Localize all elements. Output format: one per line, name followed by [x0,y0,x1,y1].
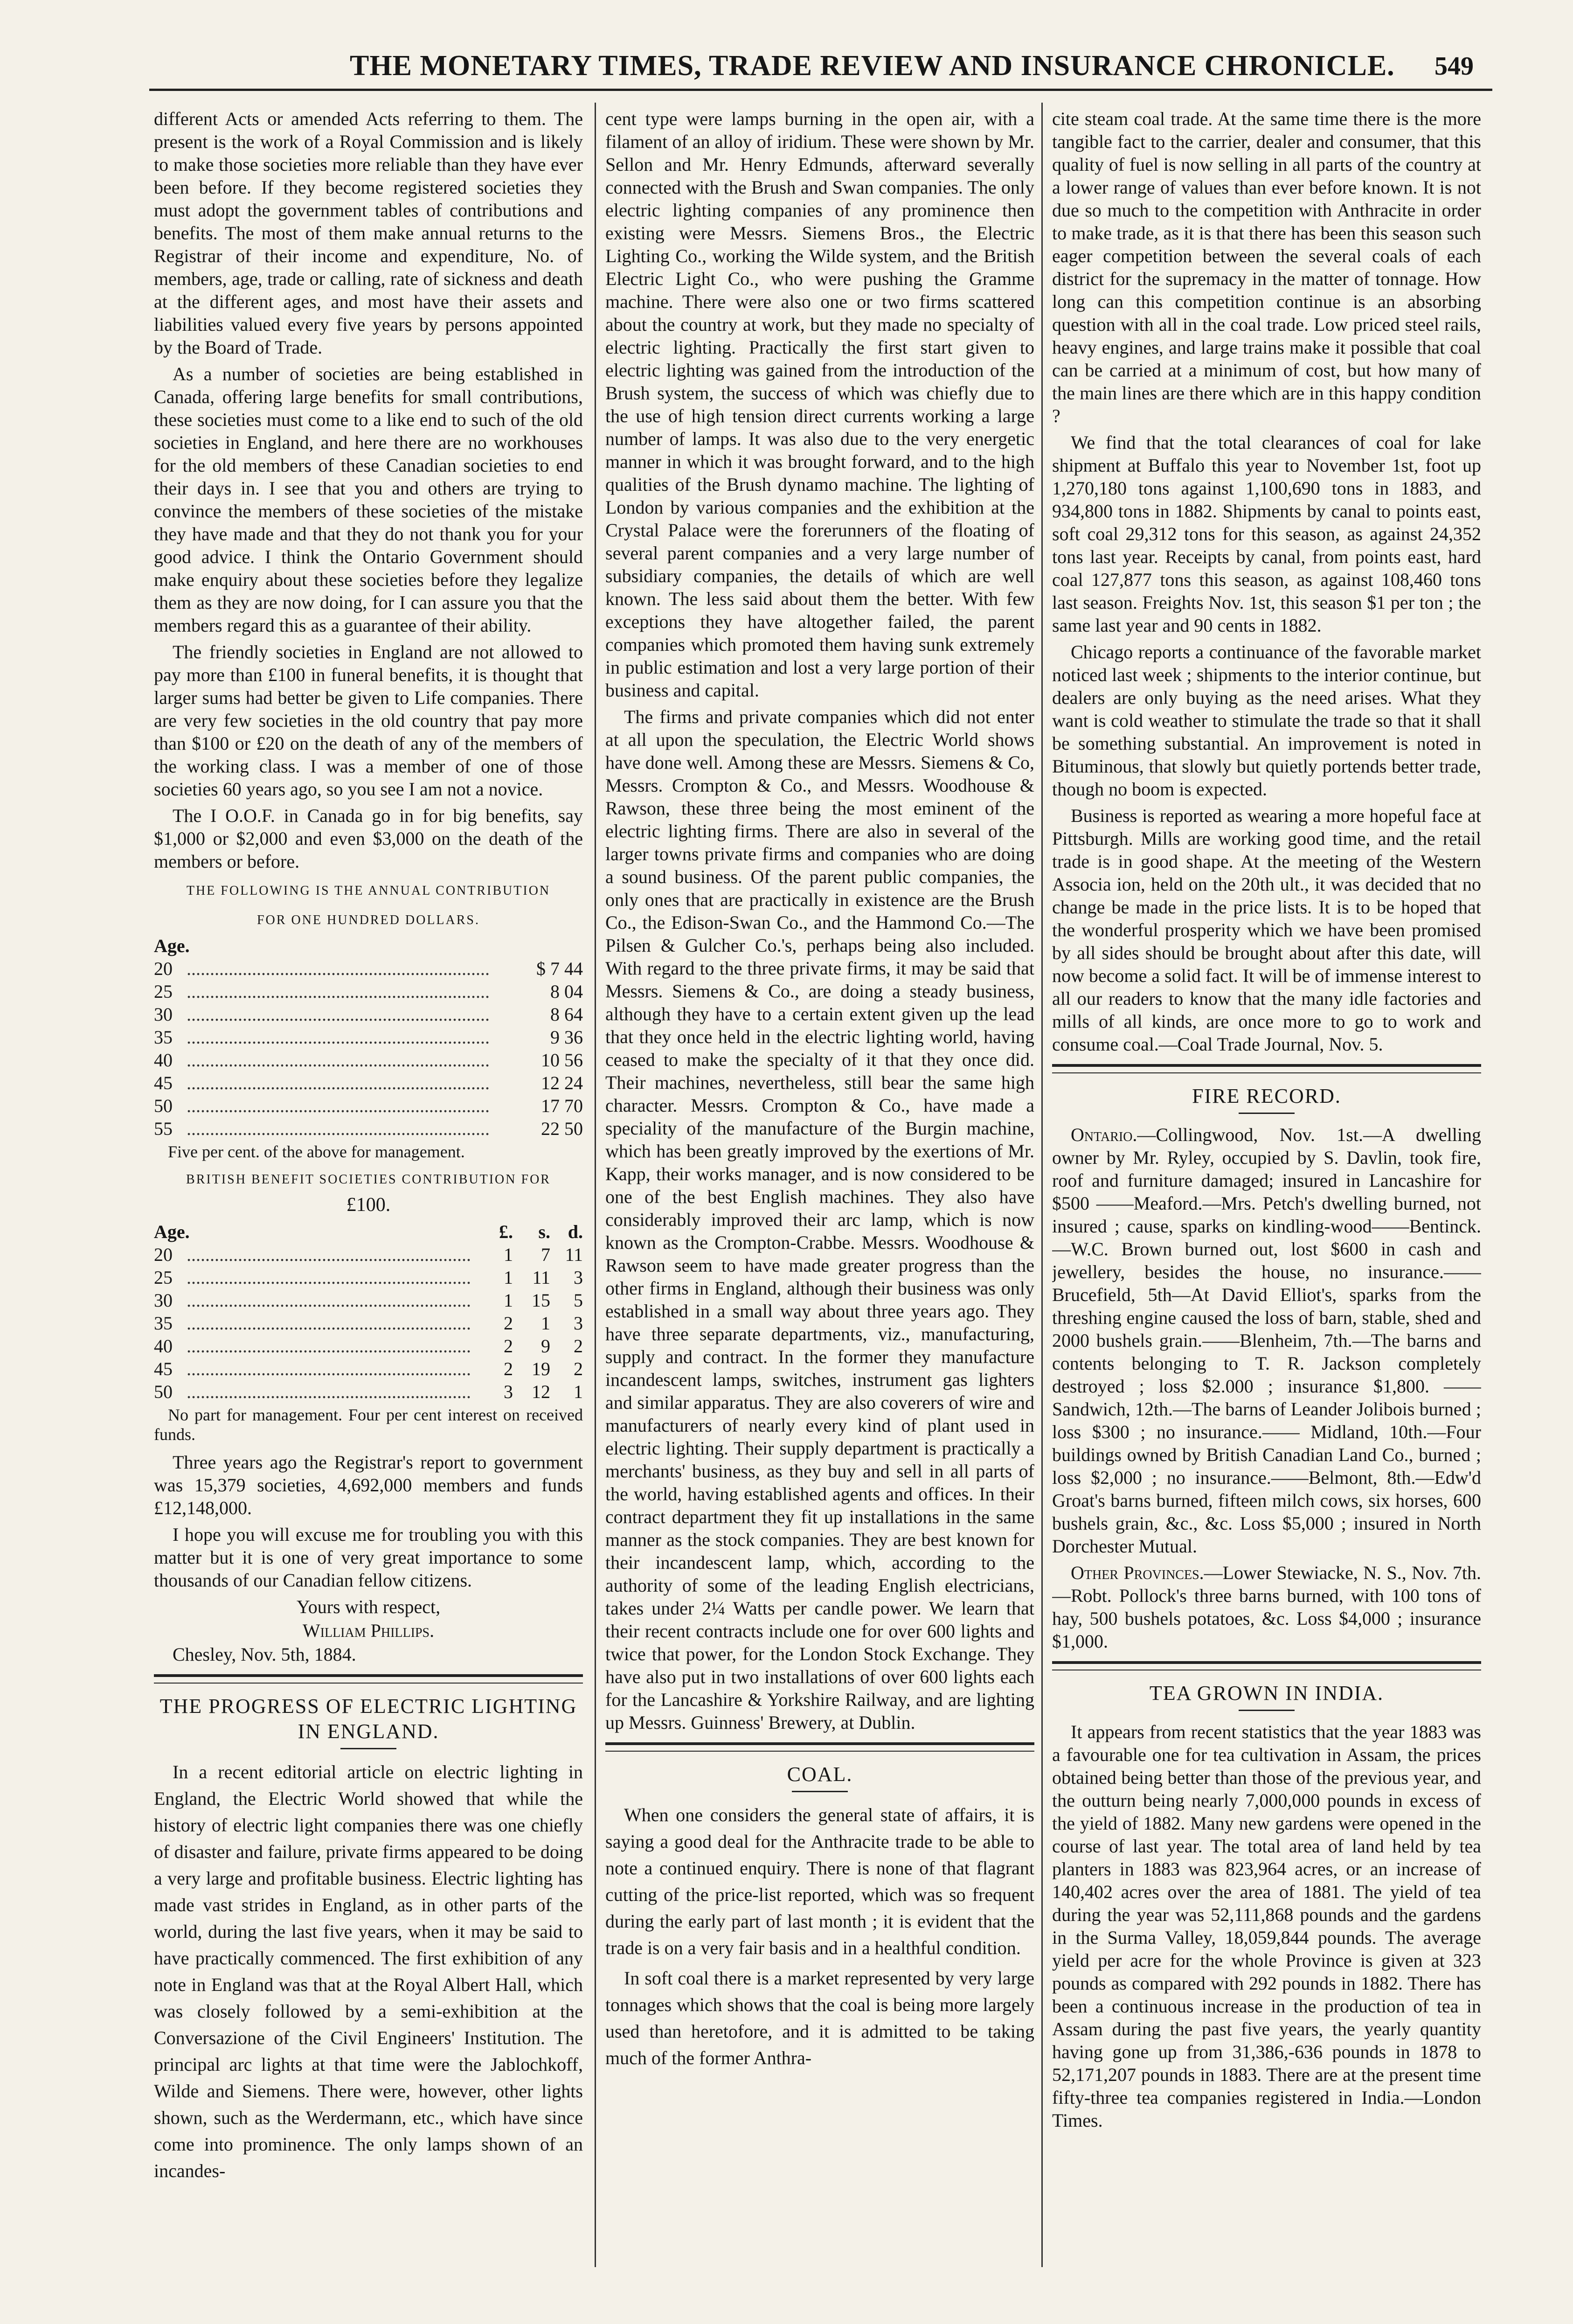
headline-tea: TEA GROWN IN INDIA. [1149,1682,1384,1705]
letter-paragraph: different Acts or amended Acts referring to them. The present is the work of a Royal Commission and is likely to make those societies more reliable than they have ever been before. If they become registered societies they must adopt the government tables of contributions and benefits. The most of them make annual returns to the Registrar of their income and expenditure, No. of members, age, trade or calling, rate of sickness and death at the different ages, and most have their assets and liabilities valued every five years by persons appointed by the Board of Trade. [154,108,583,358]
age-cell: 25 [154,1267,173,1288]
article-paragraph: cent type were lamps burning in the open air, with a filament of an alloy of iridium. These were shown by Mr. Sellon and Mr. Henry Edmunds, afterward severally connected with the Brush and Swan companies. The only electric lighting companies of any prominence then existing were Messrs. Siemens Bros., the Electric Lighting Co., working the Wilde system, and the British Electric Light Co., who were pushing the Gramme machine. There were also one or two firms scattered about the country at work, but they made no specialty of electric lighting. Practically the first start given to electric lighting was gained from the introduction of the Brush system, the success of which was chiefly due to the use of high tension direct currents working a large number of lamps. It was also due to the very energetic manner in which it was brought forward, and to the high qualities of the Brush dynamo machine. The lighting of London by various companies and the exhibition at the Crystal Palace were the forerunners of the floating of several parent companies and a very large number of subsidiary companies, the details of which are well known. The less said about them the better. With few exceptions they have altogether failed, the parent companies which promoted them having sunk extremely in public estimation and lost a very large portion of their business and capital. [605,108,1034,701]
article-paragraph: In soft coal there is a market represented by very large tonnages which shows that the coal is being more largely used than heretofore, and it is admitted to be taking much of the former Anthra- [605,1968,1034,2068]
article-paragraph: The firms and private companies which did not enter at all upon the speculation, the Electric World shows have done well. Among these are Messrs. Siemens & Co, Messrs. Crompton & Co., and Messrs. Woodhouse & Rawson, these three being the most eminent of the electric lighting firms. There are also in several of the larger towns private firms and companies who are doing a sound business. Of the parent public companies, the only ones that are practically in existence are the Brush Co., the Edison-Swan Co., and the Hammond Co.—The Pilsen & Gulcher Co.'s, perhaps being also included. With regard to the three private firms, it may be said that Messrs. Siemens & Co., are doing a steady business, although they have to a certain extent given up the lead that they once held in the electric lighting world, having ceased to make the specialty of it that they once did. Their machines, nevertheless, still bear the same high character. Messrs. Crompton & Co., have made a speciality of the manufacture of the Burgin machine, which has been greatly improved by the exertions of Mr. Kapp, their works manager, and is now considered to be one of the best English machines. They also have considerably improved their arc lamp, which is now known as the Crompton-Crabbe. Messrs. Woodhouse & Rawson seem to have made greater progress than the other firms in England, although their business was only established in a small way about three years ago. They have three separate departments, viz., manufacturing, supply and contract. In the former they manufacture incandescent lamps, switches, instrument gas lighters and similar apparatus. They are also coverers of wire and manufacturers of nearly every kind of plant used in electric lighting. Their supply department is practically a merchants' business, as they buy and sell in all parts of the world, having established agents and offices. In their contract department they fit up installations in the same manner as the stock companies. They are best known for their incandescent lamp, which, according to the authority of some of the leading English electricians, takes under 2¼ Watts per candle power. We learn that their recent contracts include one for over 600 lights and twice that power, for the London Stock Exchange. They have also put in two installations of over 600 lights each for the Lancashire & Yorkshire Railway, and are lighting up Messrs. Guinness' Brewery, at Dublin. [605,706,1034,1733]
article-paragraph: It appears from recent statistics that the year 1883 was a favourable one for tea cultivation in Assam, the prices obtained being better than those of the previous year, and the outturn being nearly 7,000,000 pounds in excess of the yield of 1882. Many new gardens were opened in the course of last year. The total area of land held by tea planters in 1883 was 823,964 acres, or an increase of 140,402 acres over the area of 1881. The yield of tea during the year was 52,111,868 pounds and the gardens in the Surma Valley, 18,059,844 pounds. The average yield per acre for the whole Province is given at 323 pounds as compared with 292 pounds in 1882. There has been a continuous increase in the production of tea in Assam during the past five years, the yearly quantity having gone up from 31,386,-636 pounds in 1878 to 52,171,207 pounds in 1883. There are at the present time fifty-three tea companies registered in India.—London Times. [1052,1721,1481,2131]
section-separator [1052,1661,1481,1670]
article-paragraph: Chicago reports a continuance of the favorable market noticed last week ; shipments to the interior continue, but dealers are only buying as the need arises. What they want is cold weather to stimulate the trade so that it shall be something substantial. An improvement is noted in Bituminous, that slowly but quietly portends better trade, though no boom is expected. [1052,641,1481,800]
amount-cell: 12 24 [541,1072,583,1093]
pence-cell: 2 [574,1358,583,1379]
pounds-cell: 1 [504,1290,513,1311]
age-cell: 55 [154,1118,173,1139]
headline-coal: COAL. [787,1763,853,1786]
shillings-cell: 15 [532,1290,550,1311]
table-note: Five per cent. of the above for management. [168,1142,465,1161]
pounds-cell: 2 [504,1358,513,1379]
age-cell: 50 [154,1381,173,1402]
age-cell: 25 [154,981,173,1002]
table-caption: THE FOLLOWING IS THE ANNUAL CONTRIBUTION [186,884,551,898]
headline-rule [1239,1710,1295,1711]
table-row [154,1094,583,1117]
amount-cell: $ 7 44 [536,958,583,979]
pence-cell: 1 [574,1381,583,1402]
table-row [154,957,583,980]
column-3 [1052,107,1481,2262]
page-number: 549 [1434,52,1474,81]
shillings-cell: 9 [541,1336,550,1357]
table-header [154,1220,583,1243]
shillings-cell: 11 [532,1267,550,1288]
table-row [154,1117,583,1140]
amount-cell: 22 50 [541,1118,583,1139]
pence-cell: 3 [574,1267,583,1288]
headline-electric-lighting: THE PROGRESS OF ELECTRIC LIGHTING IN ENGLAND. [159,1695,577,1743]
pence-cell: 3 [574,1313,583,1334]
column-2 [605,107,1034,2262]
age-cell: 45 [154,1358,173,1379]
letter-place-date: Chesley, Nov. 5th, 1884. [173,1644,356,1665]
column-1 [154,107,583,2262]
fire-record-text: —Collingwood, Nov. 1st.—A dwelling owner by Mr. Ryley, occupied by S. Davlin, took fire, roof and furniture damaged; insured in Lancashire for $500 ——Meaford.—Mrs. Petch's dwelling burned, not insured ; cause, sparks on kindling-wood——Bentinck.—W.C. Brown burned out, lost $600 in cash and jewellery, besides the house, no insurance.——Brucefield, 5th—At David Elliot's, sparks from the threshing engine caused the loss of barn, stable, shed and 2000 bushels grain.——Blenheim, 7th.—The barns and contents belonging to T. R. Jackson completely destroyed ; loss $2.000 ; insurance $1,800. ——Sandwich, 12th.—The barns of Leander Jolibois burned ; loss $300 ; no insurance.—— Midland, 10th.—Four buildings owned by British Canadian Land Co., burned ; loss $2,000 ; no insurance.——Belmont, 8th.—Edw'd Groat's barns burned, fifteen milch cows, six horses, 600 bushels grain, &c., &c. Loss $5,000 ; insured in North Dorchester Mutual. [1052,1124,1481,1557]
table-row [154,1380,583,1403]
table-row [154,1049,583,1072]
amount-cell: 8 64 [550,1004,583,1025]
headline-rule [1239,1113,1295,1114]
shillings-cell: 1 [541,1313,550,1334]
shillings-cell: 12 [532,1381,550,1402]
age-cell: 35 [154,1027,173,1048]
age-cell: 40 [154,1336,173,1357]
table-row [154,1335,583,1357]
amount-cell: 10 56 [541,1050,583,1071]
pounds-cell: 3 [504,1381,513,1402]
headline-rule [792,1791,848,1792]
pounds-cell: 1 [504,1244,513,1265]
header-age: Age. [154,1221,190,1242]
table-row [154,1266,583,1289]
pence-cell: 2 [574,1336,583,1357]
table-note: No part for management. Four per cent interest on received funds. [154,1406,583,1444]
pounds-cell: 2 [504,1313,513,1334]
age-cell: 20 [154,1244,173,1265]
pence-cell: 11 [565,1244,583,1265]
table-header [154,934,583,957]
fire-record-text: —Lower Stewiacke, N. S., Nov. 7th.—Robt. Pollock's three barns burned, with 100 tons of hay, 500 bushels potatoes, &c. Loss $4,000 ; insurance $1,000. [1052,1562,1481,1652]
pounds-cell: 1 [504,1267,513,1288]
pounds-cell: 2 [504,1336,513,1357]
age-cell: 30 [154,1290,173,1311]
table-row [154,1357,583,1380]
table-caption: BRITISH BENEFIT SOCIETIES CONTRIBUTION FOR [186,1172,551,1187]
header-shillings: s. [538,1221,550,1242]
contribution-table-dollars [154,879,583,1162]
letter-paragraph: The I O.O.F. in Canada go in for big benefits, say $1,000 or $2,000 and even $3,000 on the death of the members or before. [154,805,583,872]
header-age: Age. [154,935,190,956]
section-separator [154,1674,583,1684]
header-pence: d. [568,1221,583,1242]
column-rule [595,103,596,2267]
header-pounds: £. [499,1221,513,1242]
amount-cell: 9 36 [550,1027,583,1048]
column-rule [1041,103,1043,2267]
masthead [149,47,1492,91]
fire-record-paragraph [1052,1123,1481,1558]
age-cell: 20 [154,958,173,979]
fire-record-paragraph [1052,1561,1481,1653]
article-paragraph: We find that the total clearances of coal for lake shipment at Buffalo this year to November 1st, foot up 1,270,180 tons against 1,100,690 tons in 1883, and 934,800 tons in 1882. Shipments by canal to points east, soft coal 29,312 tons for this season, as against 24,352 tons last year. Receipts by canal, from points east, hard coal 127,877 tons this season, as against 108,460 tons last season. Freights Nov. 1st, this season $1 per ton ; the same last year and 90 cents in 1882. [1052,432,1481,636]
letter-paragraph: The friendly societies in England are not allowed to pay more than £100 in funeral benefits, it is thought that larger sums had better be given to Life companies. There are very few societies in the old country that pay more than $100 or £20 on the death of any of the members of the working class. I was a member of one of those societies 60 years ago, so you see I am not a novice. [154,641,583,800]
headline-fire-record: FIRE RECORD. [1192,1085,1341,1107]
headline-rule [340,1748,396,1749]
amount-cell: 17 70 [541,1095,583,1116]
table-row [154,1072,583,1094]
publication-title: THE MONETARY TIMES, TRADE REVIEW AND INSURANCE CHRONICLE. [350,50,1395,82]
table-row [154,1289,583,1312]
article-paragraph: Business is reported as wearing a more hopeful face at Pittsburgh. Mills are working good time, and the retail trade is in good shape. At the meeting of the Western Associa ion, held on the 20th ult., it was decided that no change be made in the price lists. It is to be hoped that the wonderful prosperity which we have been promised by all sides should be brought about after this date, will now become a solid fact. It will be of immense interest to all our readers to know that the many idle factories and mills of all kinds, are once more to go to work and consume coal.—Coal Trade Journal, Nov. 5. [1052,805,1481,1055]
article-paragraph: In a recent editorial article on electric lighting in England, the Electric World showed that while the history of electric light companies there was one chiefly of disaster and failure, private firms appeared to be doing a very large and profitable business. Electric lighting has made vast strides in England, as in other parts of the world, during the last five years, when it may be said to have practically commenced. The first exhibition of any note in England was that at the Royal Albert Hall, which was closely followed by a semi-exhibition at the Conversazione of the Civil Engineers' Institution. The principal arc lights at that time were the Jablochkoff, Wilde and Siemens. There were, however, other lights shown, such as the Werdermann, etc., which have since come into prominence. The only lamps shown of an incandes- [154,1761,583,2181]
age-cell: 35 [154,1313,173,1334]
table-row [154,1312,583,1335]
letter-signoff: Yours with respect, [296,1596,441,1617]
article-paragraph: When one considers the general state of affairs, it is saying a good deal for the Anthracite trade to be able to note a continued enquiry. There is none of that flagrant cutting of the price-list reported, which was so frequent during the early part of last month ; it is evident that the trade is on a very fair basis and in a healthful condition. [605,1804,1034,1958]
age-cell: 30 [154,1004,173,1025]
region-lead: Ontario. [1071,1124,1137,1145]
letter-paragraph: As a number of societies are being established in Canada, offering large benefits for small contributions, these societies must come to a like end to such of the old societies in England, and here there are no workhouses for the old members of these Canadian societies to end their days in. I see that you and others are trying to convince the members of these societies of the mistake they have made and that they do not thank you for your good advice. I think the Ontario Government should make enquiry about these societies before they legalize them as they are now doing, for I can assure you that the members regard this as a guarantee of their ability. [154,363,583,636]
contribution-table-pounds [154,1168,583,1444]
amount-cell: 8 04 [550,981,583,1002]
table-row [154,1026,583,1049]
shillings-cell: 7 [541,1244,550,1265]
age-cell: 45 [154,1072,173,1093]
table-row [154,1243,583,1266]
section-separator [605,1742,1034,1752]
letter-signature: William Phillips. [302,1620,435,1641]
pence-cell: 5 [574,1290,583,1311]
table-caption: £100. [346,1194,391,1216]
section-separator [1052,1064,1481,1073]
age-cell: 50 [154,1095,173,1116]
region-lead: Other Provinces. [1071,1562,1204,1583]
article-paragraph: cite steam coal trade. At the same time there is the more tangible fact to the carrier, dealer and consumer, that this quality of fuel is now selling in all parts of the country at a lower range of values than ever before known. It is not due so much to the competition with Anthracite in order to make trade, as it is that there has been this season such eager competition between the several coals of each district for the supremacy in the matter of tonnage. How long can this competition continue is an absorbing question with all in the coal trade. Low priced steel rails, heavy engines, and large trains make it possible that coal can be carried at a minimum of cost, but how many of the main lines are there which are in this happy condition ? [1052,108,1481,426]
letter-paragraph: Three years ago the Registrar's report to government was 15,379 societies, 4,692,000 members and funds £12,148,000. [154,1452,583,1518]
table-row [154,1003,583,1026]
letter-paragraph: I hope you will excuse me for troubling you with this matter but it is one of very great importance to some thousands of our Canadian fellow citizens. [154,1524,583,1591]
shillings-cell: 19 [532,1358,550,1379]
age-cell: 40 [154,1050,173,1071]
table-row [154,980,583,1003]
table-caption: FOR ONE HUNDRED DOLLARS. [256,913,480,927]
